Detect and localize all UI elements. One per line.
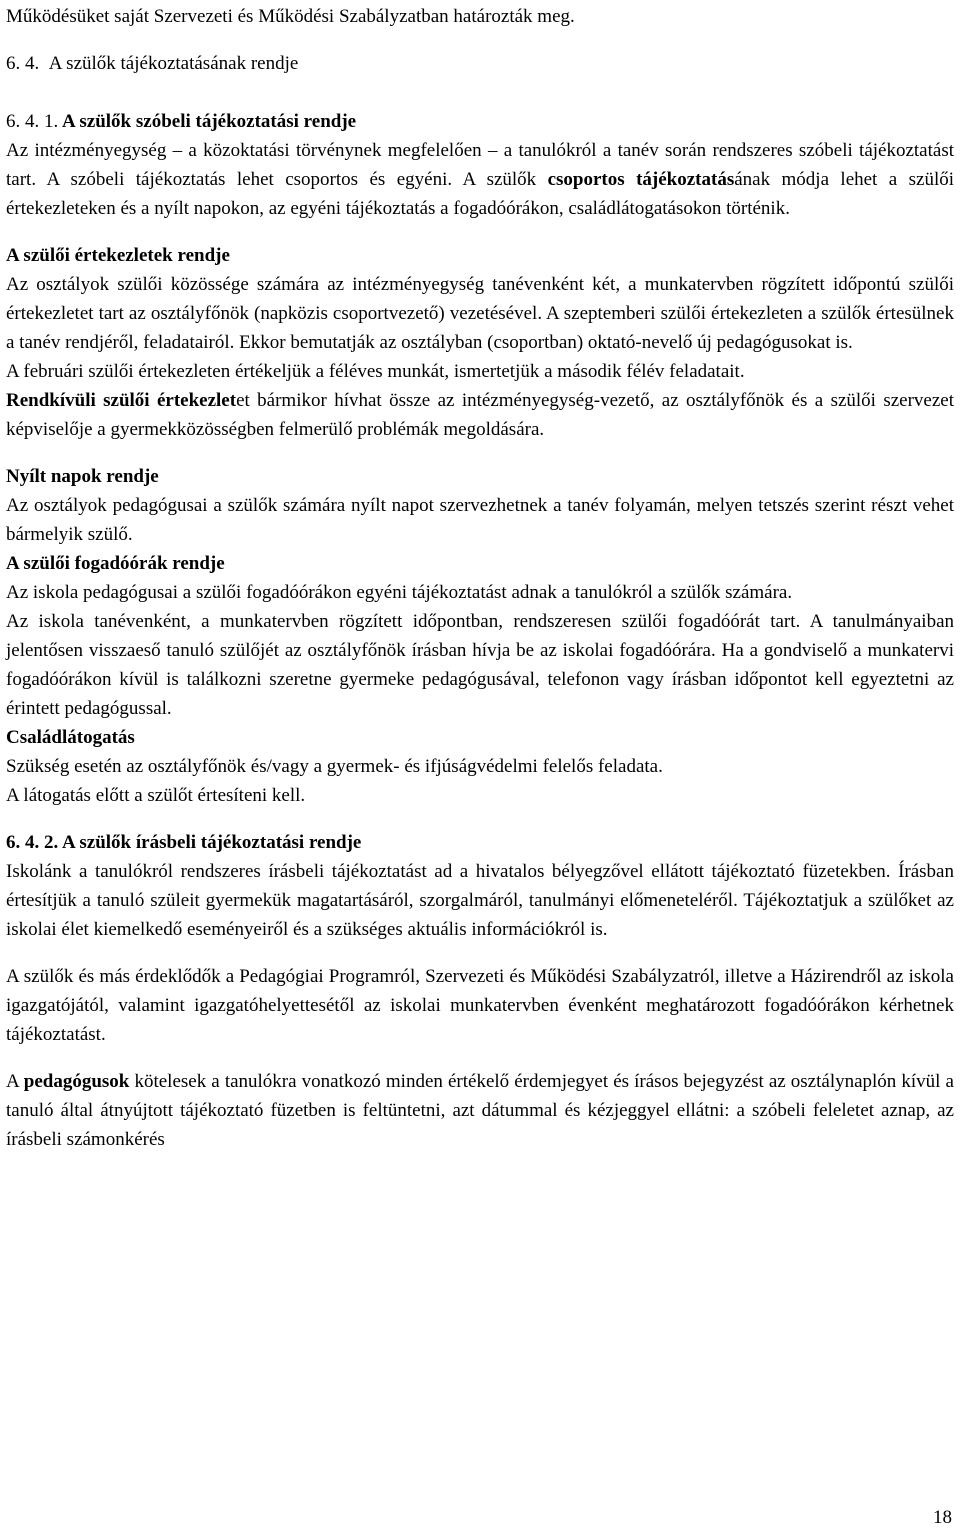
written-info-paragraph-1: Iskolánk a tanulókról rendszeres írásbeli tájékoztatást ad a hivatalos bélyegzővel ellátott tájékoztató füzetekben. Írásban értesítjük a tanuló szüleit gyermekük magatartásáról, szorgalmáról, tanulmányi előmeneteléről. Tájékoztatjuk a szülőket az iskolai élet kiemelkedő eseményeiről és a szükséges aktuális információkról is. [6,861,954,940]
extraordinary-meeting-bold: Rendkívüli szülői értekezlet [6,390,237,411]
meeting-paragraph-3 [6,386,954,444]
family-visit-paragraph-2: A látogatás előtt a szülőt értesíteni kell. [6,785,306,806]
oral-info-bold: csoportos tájékoztatás [547,169,735,190]
extraordinary-meeting-text: et bármikor hívhat össze az intézményegység-vezető, az osztályfőnök és a szülői szervezet képviselője a gyermekközösségben felmerülő problémák megoldására. [6,390,954,440]
meeting-heading: A szülői értekezletek rendje [6,245,230,266]
section-number: 6. 4. [6,53,40,74]
section-title: A szülők írásbeli tájékoztatási rendje [61,832,362,853]
family-visit-heading: Családlátogatás [6,727,135,748]
open-day-paragraph: Az osztályok pedagógusai a szülők számára nyílt napot szervezhetnek a tanév folyamán, melyen tetszés szerint részt vehet bármelyik szülő. [6,495,954,545]
oral-info-text: Az intézményegység – a közoktatási törvénynek megfelelően – a tanulókról a tanév során rendszeres szóbeli tájékoztatást tart. A szóbeli tájékoztatás lehet csoportos és egyéni. A szülők [6,140,954,190]
teachers-bold: pedagógusok [23,1071,130,1092]
section-number: 6. 4. 2. [6,832,59,853]
office-hours-heading: A szülői fogadóórák rendje [6,553,225,574]
office-hours-paragraph-1: Az iskola pedagógusai a szülői fogadóórákon egyéni tájékoztatást adnak a tanulókról a szülők számára. [6,582,793,603]
teachers-prefix: A [6,1071,24,1092]
office-hours-paragraph-2: Az iskola tanévenként, a munkatervben rögzített időpontban, rendszeresen szülői fogadóórát tart. A tanulmányaiban jelentősen visszaeső tanuló szülőjét az osztályfőnök írásban hívja be az iskolai fogadóórára. Ha a gondviselő a munkatervi fogadóórákon kívül is találkozni szeretne gyermeke pedagógusával, telefonon vagy írásban időpontot kell egyeztetni az érintett pedagógussal. [6,611,954,719]
section-heading-6-4-2 [6,828,954,857]
meeting-paragraph-1: Az osztályok szülői közössége számára az intézményegység tanévenként két, a munkatervben rögzített időpontú szülői értekezletet tart az osztályfőnök (napközis csoportvezető) vezetésével. A szeptemberi szülői értekezleten a szülők értesülnek a tanév rendjéről, feladatairól. Ekkor bemutatják az osztályban (csoportban) oktató-nevelő új pedagógusokat is. [6,274,954,353]
section-heading-6-4-1 [6,107,954,136]
intro-tail-paragraph: Működésüket saját Szervezeti és Működési Szabályzatban határozták meg. [6,6,575,27]
oral-info-paragraph [6,136,954,223]
open-day-heading: Nyílt napok rendje [6,466,159,487]
section-number: 6. 4. 1. [6,111,59,132]
section-title: A szülők szóbeli tájékoztatási rendje [61,111,357,132]
meeting-paragraph-2: A februári szülői értekezleten értékeljük a féléves munkát, ismertetjük a második félév feladatait. [6,361,745,382]
document-page [6,2,954,1154]
family-visit-paragraph-1: Szükség esetén az osztályfőnök és/vagy a gyermek- és ifjúságvédelmi felelős feladata. [6,756,663,777]
written-info-paragraph-3 [6,1067,954,1154]
written-info-paragraph-2: A szülők és más érdeklődők a Pedagógiai Programról, Szervezeti és Működési Szabályzatról, illetve a Házirendről az iskola igazgatójától, valamint igazgatóhelyettesétől az iskolai munkatervben évenként meghatározott fogadóórákon kérhetnek tájékoztatást. [6,966,954,1045]
page-number: 18 [933,1507,952,1528]
section-title: A szülők tájékoztatásának rendje [48,53,299,74]
section-heading-6-4 [6,49,954,78]
oral-info-text-rest: ának módja lehet a szülői értekezleteken és a nyílt napokon, az egyéni tájékoztatás a fogadóórákon, családlátogatásokon történik. [6,169,955,219]
teachers-text: kötelesek a tanulókra vonatkozó minden értékelő érdemjegyet és írásos bejegyzést az osztálynaplón kívül a tanuló által átnyújtott tájékoztató füzetben is feltüntetni, azt dátummal és kézjeggyel ellátni: a szóbeli feleletet aznap, az írásbeli számonkérés [6,1071,954,1150]
